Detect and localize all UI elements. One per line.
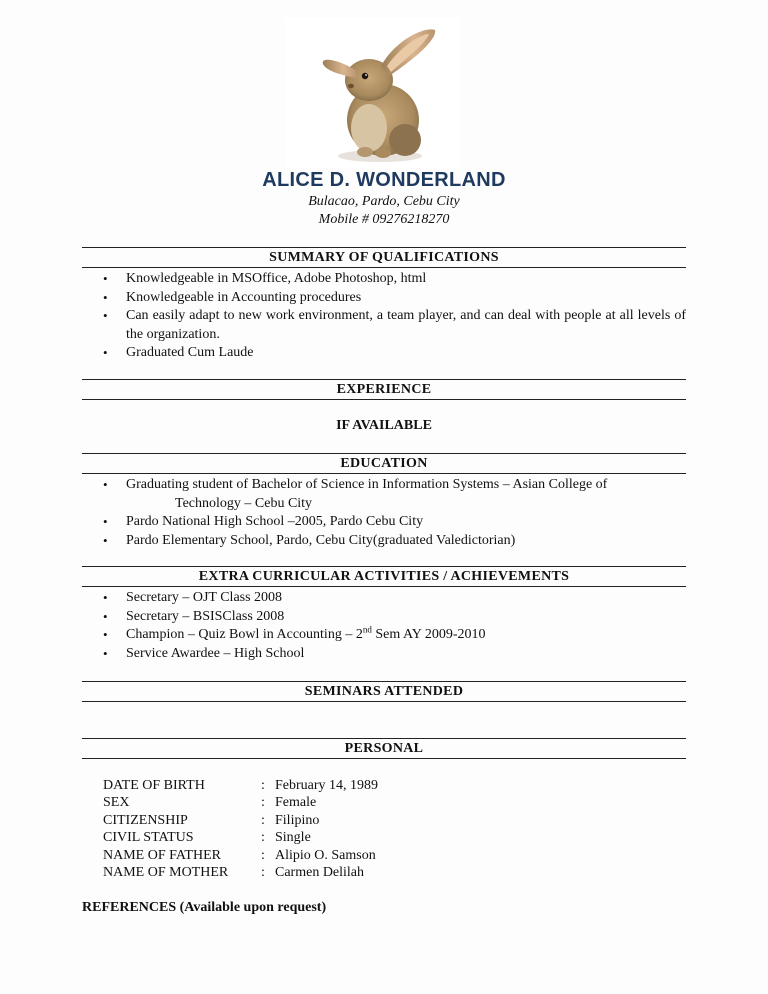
table-row: NAME OF MOTHER : Carmen Delilah bbox=[103, 865, 365, 881]
table-row: DATE OF BIRTH : February 14, 1989 bbox=[103, 778, 379, 793]
list-item: • Can easily adapt to new work environment, a team player, and can deal with people at all levels of the organization. bbox=[103, 308, 686, 342]
section-header-activities: EXTRA CURRICULAR ACTIVITIES / ACHIEVEMENTS bbox=[82, 566, 686, 587]
table-row: CIVIL STATUS : Single bbox=[103, 830, 311, 846]
bullet-icon: • bbox=[103, 477, 108, 492]
list-item: • Pardo National High School –2005, Pardo Cebu City bbox=[82, 513, 686, 532]
candidate-name: ALICE D. WONDERLAND bbox=[262, 169, 506, 191]
table-row: NAME OF FATHER : Alipio O. Samson bbox=[103, 847, 376, 863]
list-item: • Graduating student of Bachelor of Science in Information Systems – Asian College of Technology – Cebu City bbox=[103, 477, 608, 511]
section-header-seminars: SEMINARS ATTENDED bbox=[82, 681, 686, 702]
rabbit-photo-illustration bbox=[285, 18, 460, 168]
education-list bbox=[82, 476, 686, 550]
activities-list bbox=[82, 589, 686, 663]
summary-list bbox=[82, 270, 686, 363]
table-row: SEX : Female bbox=[103, 795, 317, 811]
bullet-icon: • bbox=[103, 514, 108, 529]
personal-info-table bbox=[103, 777, 378, 881]
list-item: • Knowledgeable in MSOffice, Adobe Photoshop, html bbox=[82, 270, 686, 289]
bullet-icon: • bbox=[103, 590, 108, 605]
list-item: • Knowledgeable in Accounting procedures bbox=[82, 289, 686, 308]
bullet-icon: • bbox=[103, 289, 108, 305]
candidate-mobile: Mobile # 09276218270 bbox=[318, 212, 450, 227]
experience-body: IF AVAILABLE bbox=[336, 418, 432, 433]
candidate-address: Bulacao, Pardo, Cebu City bbox=[308, 194, 460, 209]
bullet-icon: • bbox=[103, 308, 108, 323]
bullet-icon: • bbox=[103, 627, 108, 642]
section-header-education: EDUCATION bbox=[82, 453, 686, 474]
section-header-experience: EXPERIENCE bbox=[82, 379, 686, 400]
profile-photo bbox=[285, 18, 460, 168]
table-row: CITIZENSHIP : Filipino bbox=[103, 812, 320, 828]
bullet-icon: • bbox=[103, 271, 108, 286]
bullet-icon: • bbox=[103, 345, 108, 360]
bullet-icon: • bbox=[103, 645, 108, 661]
list-item: • Graduated Cum Laude bbox=[82, 344, 686, 363]
bullet-icon: • bbox=[103, 532, 108, 548]
references-note: REFERENCES (Available upon request) bbox=[82, 900, 327, 915]
list-item: • Pardo Elementary School, Pardo, Cebu City(graduated Valedictorian) bbox=[82, 532, 686, 551]
list-item: • Secretary – BSISClass 2008 bbox=[82, 608, 686, 627]
section-header-summary: SUMMARY OF QUALIFICATIONS bbox=[82, 247, 686, 268]
list-item: • Secretary – OJT Class 2008 bbox=[82, 589, 686, 608]
list-item: • Service Awardee – High School bbox=[82, 645, 686, 664]
list-item: • Champion – Quiz Bowl in Accounting – 2nd Sem AY 2009-2010 bbox=[82, 626, 686, 645]
section-header-personal: PERSONAL bbox=[82, 738, 686, 759]
bullet-icon: • bbox=[103, 608, 108, 624]
